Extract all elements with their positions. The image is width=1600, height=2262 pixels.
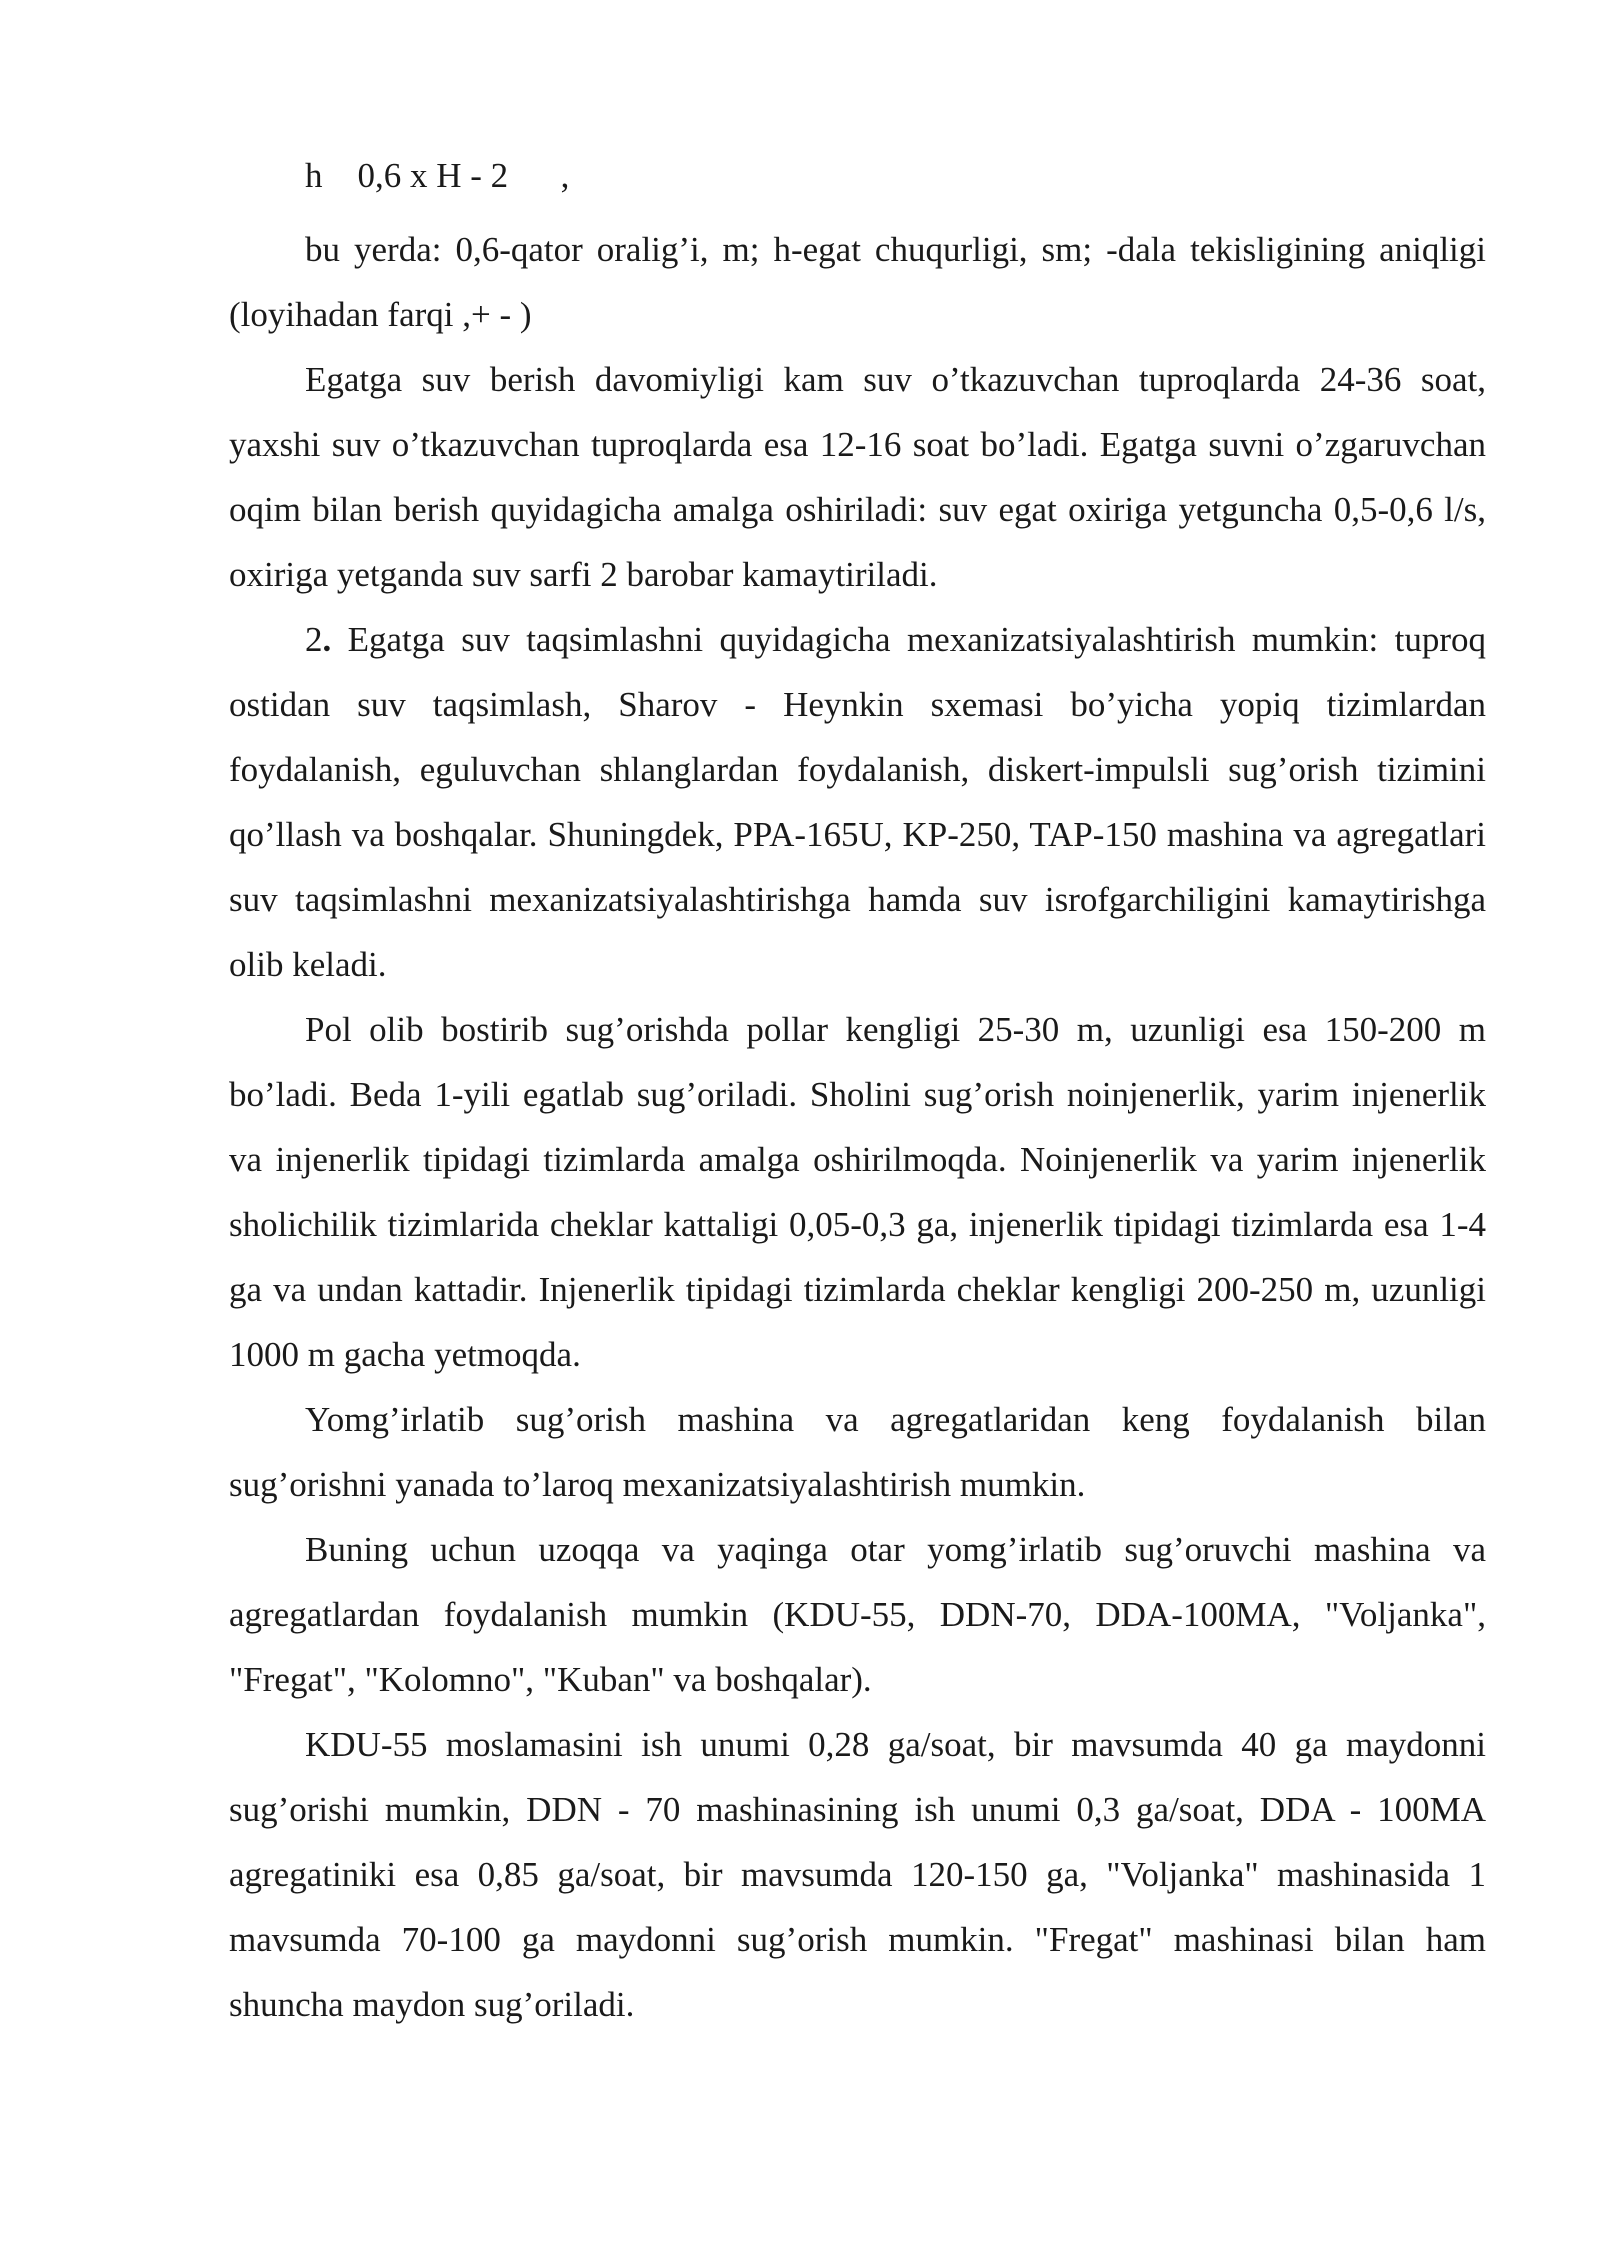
paragraph-definitions: bu yerda: 0,6-qator oralig’i, m; h-egat chuqurligi, sm; -dala tekisligining aniqligi (loyihadan farqi ,+ - ) — [229, 230, 1486, 334]
paragraph-machines: Buning uchun uzoqqa va yaqinga otar yomg’irlatib sug’oruvchi mashina va agregatlardan foydalanish mumkin (KDU-55, DDN-70, DDA-100MA, "Voljanka", "Fregat", "Kolomno", "Kuban" va boshqalar). — [229, 1530, 1486, 1699]
paragraph-mechanization-text: Egatga suv taqsimlashni quyidagicha mexanizatsiyalashtirish mumkin: tuproq ostidan suv taqsimlash, Sharov - Heynkin sxemasi bo’yicha yopiq tizimlardan foydalanish, eguluvchan shlanglardan foydalanish, diskert-impulsli sug’orish tizimini qo’llash va boshqalar. Shuningdek, PPA-165U, KP-250, TAP-150 mashina va agregatlari suv taqsimlashni mexanizatsiyalashtirishga hamda suv isrofgarchiligini kamaytirishga olib keladi. — [229, 620, 1487, 984]
paragraph-sprinkler: Yomg’irlatib sug’orish mashina va agregatlaridan keng foydalanish bilan sug’orishni yanada to’laroq mexanizatsiyalashtirish mumkin. — [229, 1400, 1486, 1504]
paragraph-duration: Egatga suv berish davomiyligi kam suv o’tkazuvchan tuproqlarda 24-36 soat, yaxshi suv o’tkazuvchan tuproqlarda esa 12-16 soat bo’ladi. Egatga suvni o’zgaruvchan oqim bilan berish quyidagicha amalga oshiriladi: suv egat oxiriga yetguncha 0,5-0,6 l/s, oxiriga yetganda suv sarfi 2 barobar kamaytiriladi. — [229, 360, 1486, 594]
paragraph-mechanization — [229, 607, 1486, 997]
paragraph-productivity: KDU-55 moslamasini ish unumi 0,28 ga/soat, bir mavsumda 40 ga maydonni sug’orishi mumkin, DDN - 70 mashinasining ish unumi 0,3 ga/soat, DDA - 100MA agregatiniki esa 0,85 ga/soat, bir mavsumda 120-150 ga, "Voljanka" mashinasida 1 mavsumda 70-100 ga maydonni sug’orish mumkin. "Fregat" mashinasi bilan ham shuncha maydon sug’oriladi. — [229, 1725, 1486, 2024]
formula-line: h 0,6 x H - 2 , — [305, 156, 570, 195]
paragraph-flooding: Pol olib bostirib sug’orishda pollar kengligi 25-30 m, uzunligi esa 150-200 m bo’ladi. Beda 1-yili egatlab sug’oriladi. Sholini sug’orish noinjenerlik, yarim injenerlik va injenerlik tipidagi tizimlarda amalga oshirilmoqda. Noinjenerlik va yarim injenerlik sholichilik tizimlarida cheklar kattaligi 0,05-0,3 ga, injenerlik tipidagi tizimlarda esa 1-4 ga va undan kattadir. Injenerlik tipidagi tizimlarda cheklar kengligi 200-250 m, uzunligi 1000 m gacha yetmoqda. — [229, 1010, 1486, 1374]
list-number: 2 — [305, 620, 323, 659]
list-number-dot: . — [322, 620, 332, 659]
document-page — [229, 152, 1486, 2037]
